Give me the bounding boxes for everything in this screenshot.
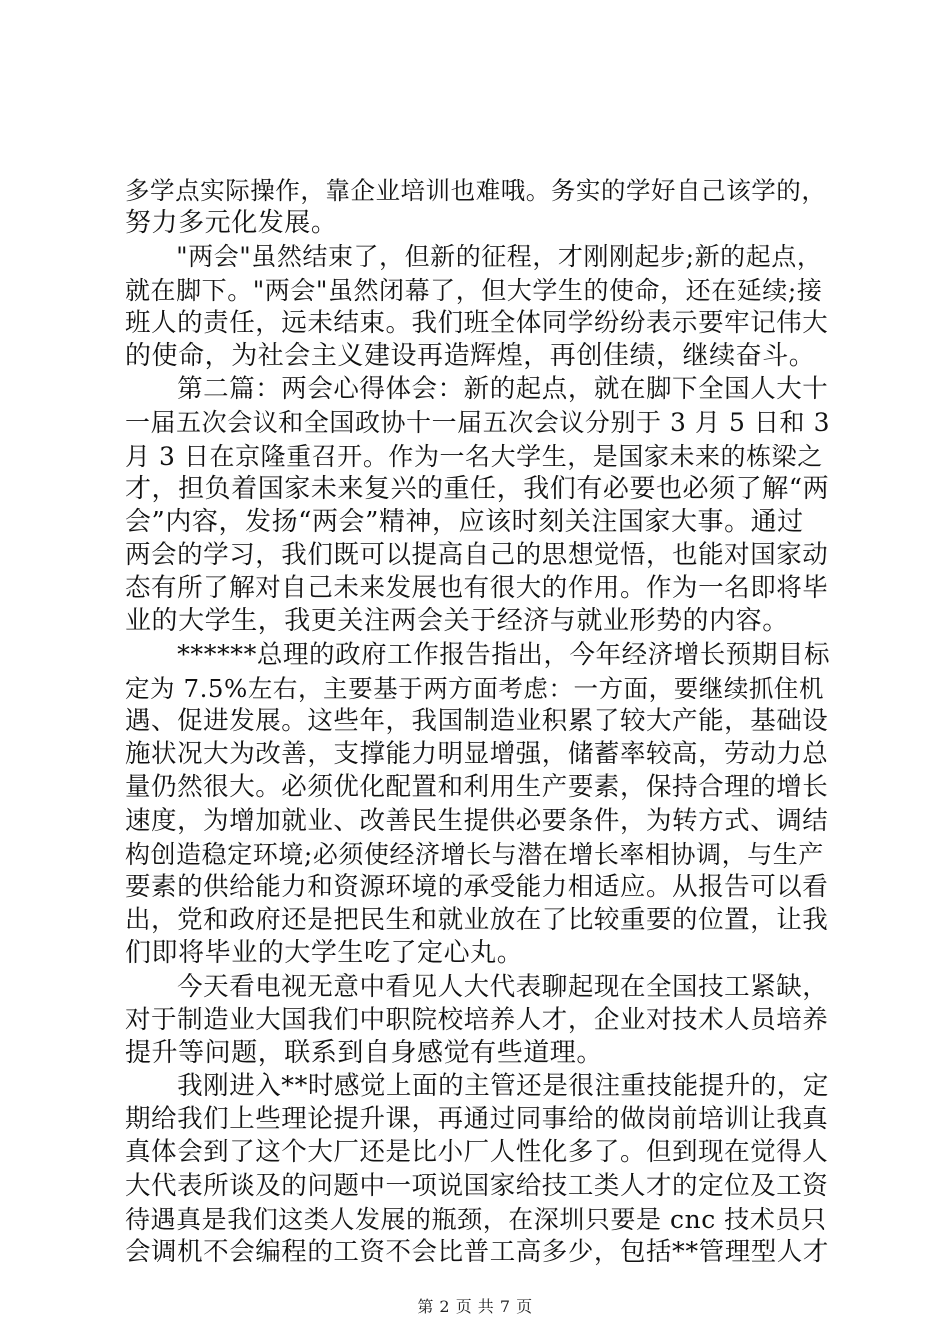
text-line: 对于制造业大国我们中职院校培养人才，企业对技术人员培养 — [125, 1004, 829, 1035]
text-line: 今天看电视无意中看见人大代表聊起现在全国技工紧缺， — [125, 971, 829, 1002]
text-line: 速度，为增加就业、改善民生提供必要条件，为转方式、调结 — [125, 805, 829, 836]
text-line: 一届五次会议和全国政协十一届五次会议分别于 3 月 5 日和 3 — [125, 408, 831, 438]
text-line: "两会"虽然结束了，但新的征程，才刚刚起步;新的起点， — [125, 242, 823, 272]
text-line: 要素的供给能力和资源环境的承受能力相适应。从报告可以看 — [125, 871, 829, 902]
text-line: 才，担负着国家未来复兴的重任，我们有必要也必须了解“两 — [125, 473, 830, 504]
text-line: 出，党和政府还是把民生和就业放在了比较重要的位置，让我 — [125, 905, 829, 936]
text-line: 第二篇：两会心得体会：新的起点，就在脚下全国人大十 — [125, 374, 829, 405]
text-line: 构创造稳定环境;必须使经济增长与潜在增长率相协调，与生产 — [125, 839, 824, 869]
text-line: 的使命，为社会主义建设再造辉煌，再创佳绩，继续奋斗。 — [125, 340, 816, 371]
text-line: 我刚进入**时感觉上面的主管还是很注重技能提升的，定 — [125, 1071, 829, 1102]
text-line: 会调机不会编程的工资不会比普工高多少，包括**管理型人才 — [125, 1237, 829, 1267]
text-line: 月 3 日在京隆重召开。作为一名大学生，是国家未来的栋梁之 — [125, 441, 823, 471]
text-line: 多学点实际操作，靠企业培训也难哦。务实的学好自己该学的， — [125, 176, 827, 205]
text-line: 量仍然很大。必须优化配置和利用生产要素，保持合理的增长 — [125, 772, 829, 803]
text-line: 们即将毕业的大学生吃了定心丸。 — [125, 938, 524, 969]
text-line: 遇、促进发展。这些年，我国制造业积累了较大产能，基础设 — [125, 706, 829, 736]
text-line: 会”内容，发扬“两会”精神，应该时刻关注国家大事。通过 — [125, 506, 804, 537]
text-line: 两会的学习，我们既可以提高自己的思想觉悟，也能对国家动 — [125, 540, 829, 571]
text-line: 真体会到了这个大厂还是比小厂人性化多了。但到现在觉得人 — [125, 1137, 829, 1168]
page-footer: 第 2 页 共 7 页 — [417, 1297, 533, 1316]
text-line: 业的大学生，我更关注两会关于经济与就业形势的内容。 — [125, 606, 789, 637]
text-line: 态有所了解对自己未来发展也有很大的作用。作为一名即将毕 — [125, 573, 829, 604]
body-text — [125, 174, 830, 1269]
text-line: 努力多元化发展。 — [125, 208, 338, 239]
text-line: ******总理的政府工作报告指出，今年经济增长预期目标 — [125, 639, 831, 670]
text-line: 施状况大为改善，支撑能力明显增强，储蓄率较高，劳动力总 — [125, 739, 829, 770]
text-line: 定为 7.5%左右，主要基于两方面考虑：一方面，要继续抓住机 — [125, 673, 825, 703]
text-line: 就在脚下。"两会"虽然闭幕了，但大学生的使命，还在延续;接 — [125, 275, 823, 305]
text-line: 班人的责任，远未结束。我们班全体同学纷纷表示要牢记伟大 — [125, 307, 829, 338]
text-line: 待遇真是我们这类人发展的瓶颈，在深圳只要是 cnc 技术员只 — [125, 1204, 827, 1234]
text-line: 提升等问题，联系到自身感觉有些道理。 — [125, 1037, 603, 1068]
text-line: 大代表所谈及的问题中一项说国家给技工类人才的定位及工资 — [125, 1170, 829, 1201]
text-line: 期给我们上些理论提升课，再通过同事给的做岗前培训让我真 — [125, 1104, 829, 1135]
